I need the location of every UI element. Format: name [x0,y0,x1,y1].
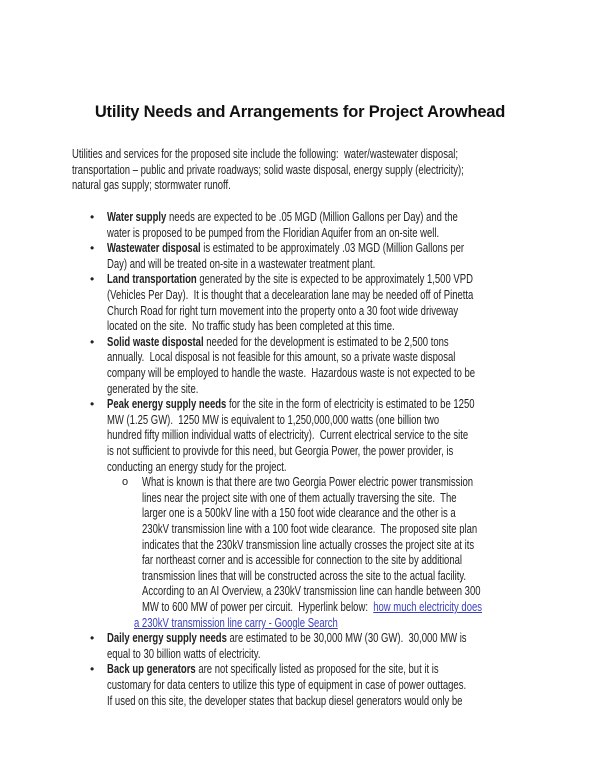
hyperlink-230kv-search[interactable]: a 230kV transmission line carry - Google Search [134,616,338,630]
bullet-line: Church Road for right turn movement into the property onto a 30 foot wide driveway [107,304,459,318]
sub-bullet-line: far northeast corner and is accessible for connection to the site by additional [142,553,463,567]
bullet-line: customary for data centers to utilize this type of equipment in case of power outtages. [107,678,467,692]
bullet-line: hundred fifty million individual watts of electricity). Current electrical service to the site [107,428,469,442]
sub-bullet-line: MW to 600 MW of power per circuit. Hyperlink below: how much electricity does [142,600,483,614]
bullet-line: Peak energy supply needs for the site in the form of electricity is estimated to be 1250 [107,397,475,411]
sub-bullet-marker: o [122,476,129,488]
sub-bullet-line: 230kV transmission line with a 100 foot wide clearance. The proposed site plan [142,522,478,536]
bullet-line: If used on this site, the developer states that backup diesel generators would only be [107,694,463,708]
bullet-line: company will be employed to handle the waste. Hazardous waste is not expected to be [107,366,476,380]
sub-bullet-line [134,616,402,632]
bullet-line: conducting an energy study for the project. [107,460,287,474]
sub-bullet-line: What is known is that there are two Georgia Power electric power transmission [142,475,474,489]
bullet-line: Solid waste dispostal needed for the development is estimated to be 2,500 tons [107,335,449,349]
bullet-line: Back up generators are not specifically listed as proposed for the site, but it is [107,662,439,676]
sub-bullet-line: According to an AI Overview, a 230kV transmission line can handle between 300 [142,584,481,598]
bullet-marker: • [90,241,95,255]
bullet-marker: • [90,272,95,286]
bullet-line: located on the site. No traffic study has been completed at this time. [107,319,395,333]
bullet-marker: • [90,397,95,411]
bullet-line: annually. Local disposal is not feasible for this amount, so a private waste disposal [107,350,456,364]
hyperlink-230kv-search[interactable]: how much electricity does [373,600,483,614]
sub-bullet-line: larger one is a 500kV line with a 150 foot wide clearance and the other is a [142,506,456,520]
bullet-marker: • [90,631,95,645]
bullet-line: (Vehicles Per Day). It is thought that a decelearation lane may be needed off of Pinetta [107,288,474,302]
bullet-line: generated by the site. [107,382,199,396]
sub-bullet-line: transmission lines that will be constructed across the site to the actual facility. [142,569,467,583]
page-title: Utility Needs and Arrangements for Project Arowhead [94,103,506,121]
bullet-line: is not sufficient to provivde for this need, but Georgia Power, the power provider, is [107,444,454,458]
bullet-marker: • [90,210,95,224]
intro-line: transportation – public and private roadways; solid waste disposal, energy supply (electricity); [72,163,464,177]
sub-bullet-line: lines near the project site with one of them actually traversing the site. The [142,491,457,505]
intro-line: natural gas supply; stormwater runoff. [72,178,231,192]
bullet-line: Day) and will be treated on-site in a wastewater treatment plant. [107,257,376,271]
bullet-line: Daily energy supply needs are estimated to be 30,000 MW (30 GW). 30,000 MW is [107,631,467,645]
sub-bullet-line: indicates that the 230kV transmission line actually crosses the project site at its [142,538,475,552]
bullet-line: water is proposed to be pumped from the Floridian Aquifer from an on-site well. [107,226,440,240]
bullet-line: MW (1.25 GW). 1250 MW is equivalent to 1,250,000,000 watts (one billion two [107,413,440,427]
intro-line: Utilities and services for the proposed site include the following: water/wastewater disposal; [72,147,459,161]
bullet-line: equal to 30 billion watts of electricity. [107,647,261,661]
bullet-line: Land transportation generated by the site is expected to be approximately 1,500 VPD [107,272,473,286]
bullet-marker: • [90,662,95,676]
bullet-marker: • [90,335,95,349]
bullet-line: Water supply needs are expected to be .05 MGD (Million Gallons per Day) and the [107,210,458,224]
bullet-line: Wastewater disposal is estimated to be approximately .03 MGD (Million Gallons per [107,241,465,255]
